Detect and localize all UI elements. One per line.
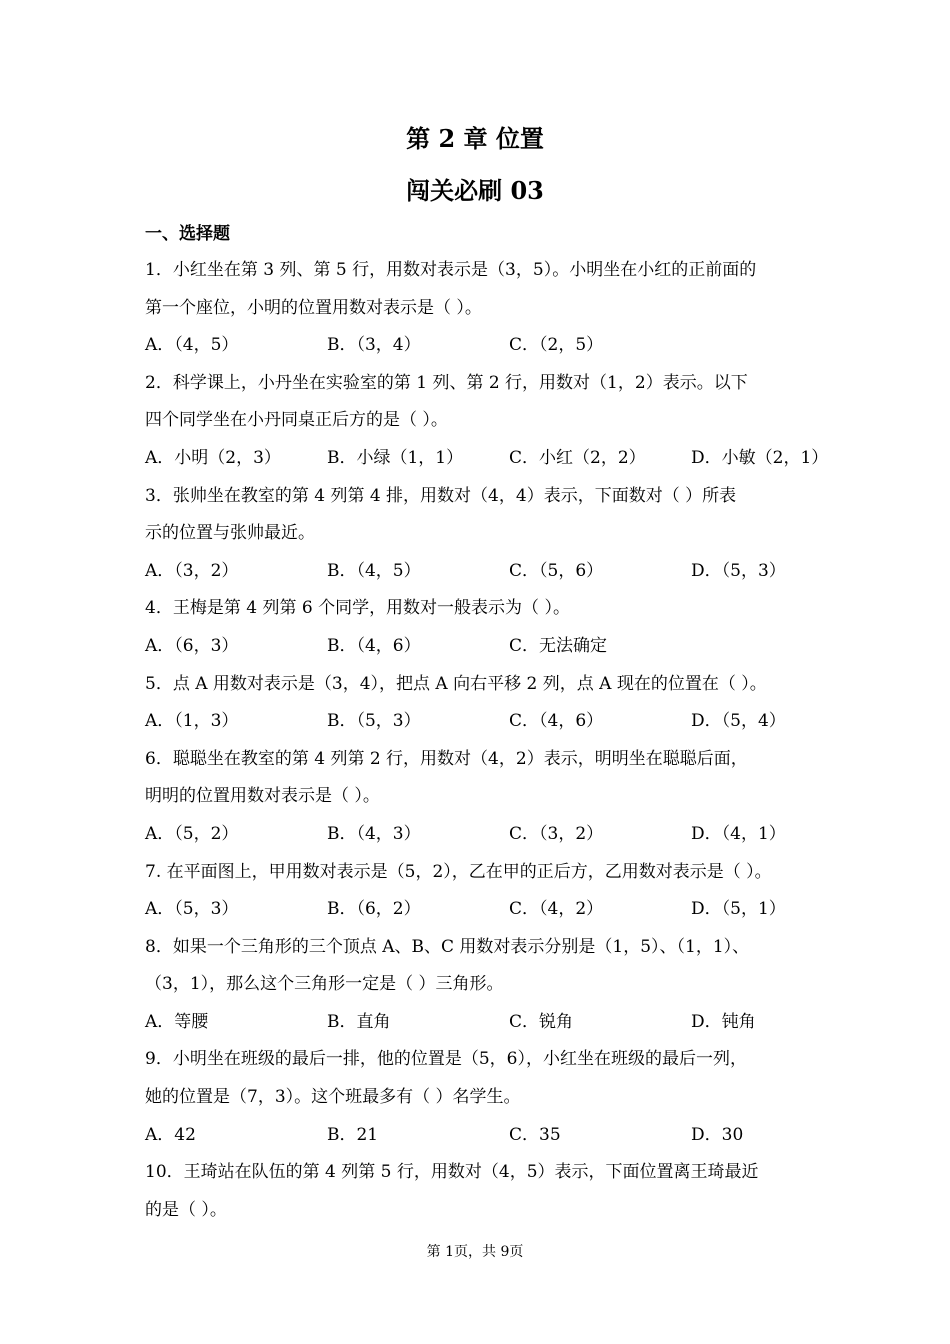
option-d: D．（5，3） <box>691 560 786 581</box>
question-7 <box>145 854 810 929</box>
option-b: B．（4，5） <box>327 560 421 581</box>
question-4 <box>145 590 810 665</box>
option-d: D．小敏（2，1） <box>691 447 829 468</box>
option-b: B．（6，2） <box>327 899 421 920</box>
question-10 <box>145 1154 810 1229</box>
option-b: B．（4，3） <box>327 823 421 844</box>
question-text-line: 的是（ ）。 <box>145 1199 227 1220</box>
question-text-line: 1．小红坐在第 3 列、第 5 行，用数对表示是（3，5）。小明坐在小红的正前面的 <box>145 260 757 280</box>
option-a: A．（6，3） <box>145 635 239 656</box>
exercise-subtitle: 闯关必刷 03 <box>406 176 544 205</box>
option-c: C．小红（2，2） <box>509 447 646 468</box>
options-row <box>145 1004 810 1042</box>
question-text-line: 10．王琦站在队伍的第 4 列第 5 行，用数对（4，5）表示，下面位置离王琦最近 <box>145 1162 759 1183</box>
options-row <box>145 816 810 854</box>
question-5 <box>145 666 810 741</box>
option-a: A．42 <box>145 1124 196 1145</box>
option-d: D．（4，1） <box>691 823 786 844</box>
option-c: C．（4，6） <box>509 711 604 732</box>
option-d: D．钝角 <box>691 1011 756 1032</box>
question-9 <box>145 1041 810 1154</box>
option-c: C．无法确定 <box>509 635 608 656</box>
option-d: D．（5，4） <box>691 711 786 732</box>
question-1 <box>145 252 810 365</box>
question-6 <box>145 741 810 854</box>
option-c: C．35 <box>509 1124 561 1145</box>
question-text-line: 第一个座位，小明的位置用数对表示是（ ）。 <box>145 297 482 318</box>
question-list <box>145 252 829 1229</box>
question-text-line: 她的位置是（7，3）。这个班最多有（ ）名学生。 <box>145 1087 521 1108</box>
question-text-line: 8．如果一个三角形的三个顶点 A、B、C 用数对表示分别是（1，5）、（1，1）、 <box>145 936 750 957</box>
question-text-line: 3．张帅坐在教室的第 4 列第 4 排，用数对（4，4）表示，下面数对（ ）所表 <box>145 485 737 506</box>
chapter-title: 第 2 章 位置 <box>406 124 544 153</box>
option-c: C．（2，5） <box>509 335 604 356</box>
question-text-line: 4．王梅是第 4 列第 6 个同学，用数对一般表示为（ ）。 <box>145 598 570 619</box>
question-8 <box>145 929 810 1042</box>
option-a: A．等腰 <box>145 1011 209 1032</box>
question-2 <box>145 365 829 478</box>
option-a: A．（5，3） <box>145 899 239 920</box>
option-b: B．（5，3） <box>327 711 421 732</box>
option-c: C．（3，2） <box>509 823 604 844</box>
question-text-line: 示的位置与张帅最近。 <box>145 523 315 544</box>
options-row <box>145 553 810 591</box>
page-footer: 第 1页，共 9页 <box>426 1244 524 1260</box>
section-title: 一、选择题 <box>145 224 230 244</box>
options-row <box>145 628 810 666</box>
question-text-line: 四个同学坐在小丹同桌正后方的是（ ）。 <box>145 410 448 431</box>
option-a: A．（1，3） <box>145 711 239 732</box>
question-3 <box>145 478 810 591</box>
option-a: A．小明（2，3） <box>145 447 281 468</box>
option-a: A．（3，2） <box>145 560 239 581</box>
options-row <box>145 891 810 929</box>
question-text-line: 明明的位置用数对表示是（ ）。 <box>145 786 380 807</box>
question-text-line: 2．科学课上，小丹坐在实验室的第 1 列、第 2 行，用数对（1，2）表示。以下 <box>145 372 748 393</box>
question-text-line: 6．聪聪坐在教室的第 4 列第 2 行，用数对（4，2）表示，明明坐在聪聪后面， <box>145 748 748 769</box>
question-text-line: 5．点 A 用数对表示是（3，4），把点 A 向右平移 2 列，点 A 现在的位置在（ ）。 <box>145 673 767 694</box>
options-row <box>145 327 810 365</box>
options-row <box>145 440 829 478</box>
question-text-line: 7. 在平面图上，甲用数对表示是（5，2），乙在甲的正后方，乙用数对表示是（ ）。 <box>145 861 772 882</box>
option-b: B．（3，4） <box>327 335 421 356</box>
question-text-line: （3，1），那么这个三角形一定是（ ）三角形。 <box>145 974 504 995</box>
option-a: A．（5，2） <box>145 823 239 844</box>
option-d: D．（5，1） <box>691 899 786 920</box>
option-a: A．（4，5） <box>145 335 239 356</box>
option-b: B．21 <box>327 1124 379 1145</box>
option-c: C．（4，2） <box>509 899 604 920</box>
options-row <box>145 703 810 741</box>
option-b: B．小绿（1，1） <box>327 447 464 468</box>
option-b: B．直角 <box>327 1011 391 1032</box>
option-c: C．锐角 <box>509 1011 574 1032</box>
option-b: B．（4，6） <box>327 635 421 656</box>
question-text-line: 9．小明坐在班级的最后一排，他的位置是（5，6），小红坐在班级的最后一列， <box>145 1049 747 1070</box>
option-d: D．30 <box>691 1124 744 1145</box>
options-row <box>145 1117 810 1155</box>
option-c: C．（5，6） <box>509 560 604 581</box>
